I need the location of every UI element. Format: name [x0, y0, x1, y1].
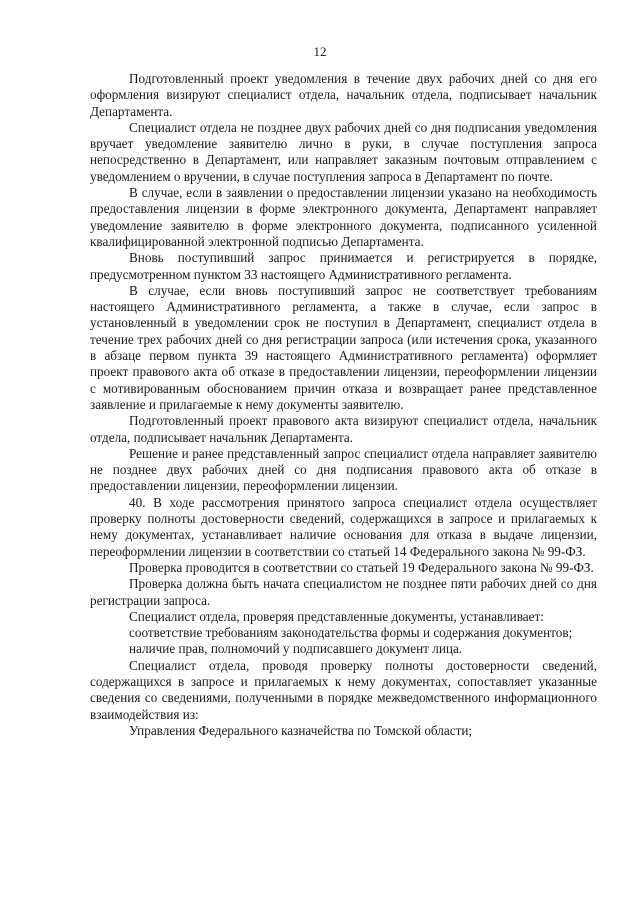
- paragraph: В случае, если в заявлении о предоставлении лицензии указано на необходимость предоставления лицензии в форме электронного документа, Департамент направляет уведомление заявителю в форме электронного документа, подписанного усиленной квалифицированной электронной подписью Департамента.: [90, 185, 597, 249]
- paragraph: Специалист отдела, проверяя представленные документы, устанавливает:: [129, 608, 544, 624]
- document-body: [90, 71, 597, 739]
- paragraph: Вновь поступивший запрос принимается и регистрируется в порядке, предусмотренном пунктом 33 настоящего Административного регламента.: [90, 250, 597, 282]
- paragraph: Проверка должна быть начата специалистом не позднее пяти рабочих дней со дня регистрации запроса.: [90, 576, 597, 608]
- paragraph: Решение и ранее представленный запрос специалист отдела направляет заявителю не позднее двух рабочих дней со дня подписания правового акта об отказе в предоставлении лицензии, переоформлении лицензии.: [90, 445, 597, 494]
- paragraph: 40. В ходе рассмотрения принятого запроса специалист отдела осуществляет проверку полноты достоверности сведений, содержащихся в запросе и прилагаемых к нему документах, устанавливает наличие основания для отказа в выдаче лицензии, переоформлении лицензии в соответствии со статьей 14 Федерального закона № 99-ФЗ.: [90, 494, 597, 559]
- paragraph: соответствие требованиям законодательства формы и содержания документов;: [129, 625, 573, 641]
- paragraph: Подготовленный проект правового акта визируют специалист отдела, начальник отдела, подписывает начальник Департамента.: [90, 413, 597, 445]
- paragraph: Специалист отдела не позднее двух рабочих дней со дня подписания уведомления вручает уведомление заявителю лично в руки, в случае поступления запроса непосредственно в Департамент, или направляет заказным почтовым отправлением с уведомлением о вручении, в случае поступления запроса в Департамент по почте.: [90, 119, 597, 184]
- paragraph: Проверка проводится в соответствии со статьей 19 Федерального закона № 99-ФЗ.: [129, 559, 594, 575]
- paragraph: Подготовленный проект уведомления в течение двух рабочих дней со дня его оформления визируют специалист отдела, начальник отдела, подписывает начальник Департамента.: [90, 71, 597, 119]
- paragraph: Управления Федерального казначейства по Томской области;: [129, 722, 473, 738]
- paragraph: Специалист отдела, проводя проверку полноты достоверности сведений, содержащихся в запросе и прилагаемых к нему документах, сопоставляет указанные сведения со сведениями, полученными в порядке межведомственного информационного взаимодействия из:: [90, 657, 597, 722]
- paragraph: наличие прав, полномочий у подписавшего документ лица.: [129, 641, 463, 657]
- page-number: 12: [313, 44, 327, 59]
- paragraph: В случае, если вновь поступивший запрос не соответствует требованиям настоящего Административного регламента, а также в случае, если запрос в установленный в уведомлении срок не поступил в Департамент, специалист отдела в течение трех рабочих дней со дня регистрации запроса (или истечения срока, указанного в абзаце первом пункта 39 настоящего Административного регламента) оформляет проект правового акта об отказе в предоставлении лицензии, переоформлении лицензии с мотивированным обоснованием причин отказа и возвращает ранее представленное заявление и прилагаемые к нему документы заявителю.: [90, 282, 597, 412]
